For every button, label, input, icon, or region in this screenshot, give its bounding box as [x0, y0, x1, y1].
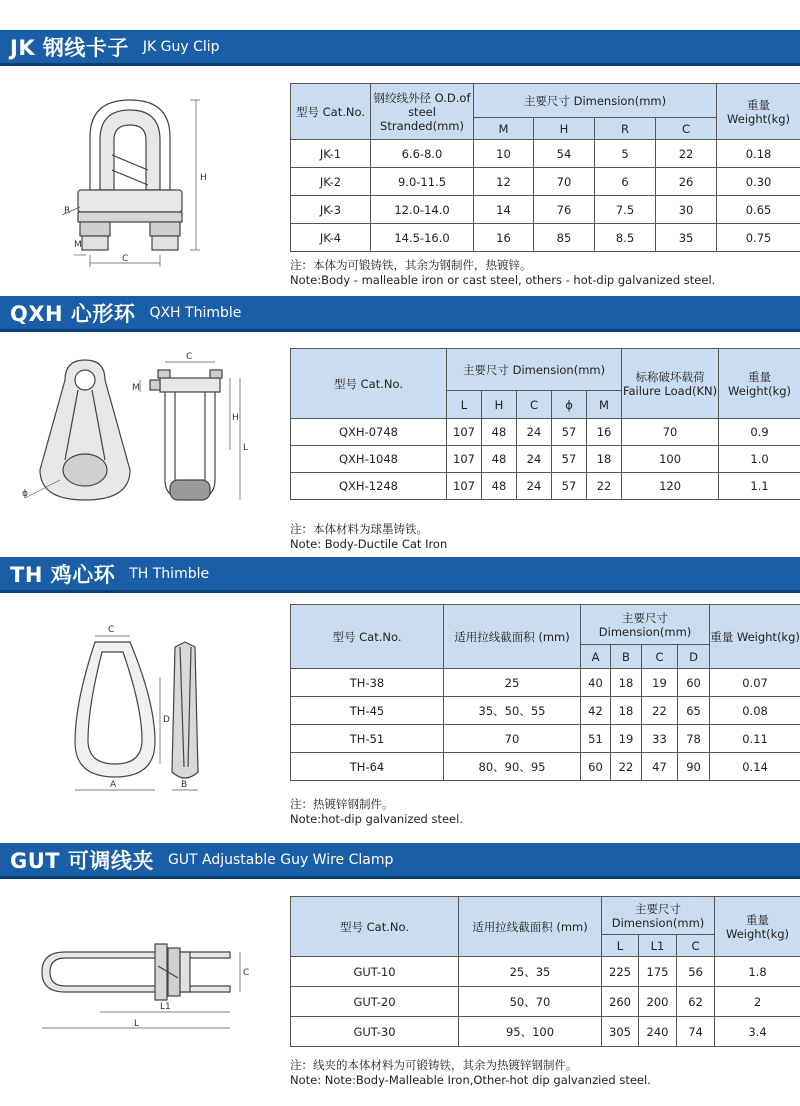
cell: JK-2	[291, 168, 371, 196]
cell: 0.11	[710, 725, 800, 753]
cell: 240	[639, 1017, 677, 1047]
jk-col-m: M	[474, 118, 534, 140]
cell: 62	[677, 987, 715, 1017]
cell: 2	[715, 987, 800, 1017]
table-row	[291, 224, 800, 252]
cell: 107	[447, 473, 482, 500]
gut-note-en: Note: Note:Body-Malleable Iron,Other-hot dip galvanzied steel.	[290, 1073, 651, 1087]
cell: 51	[581, 725, 611, 753]
gut-col-l: L	[602, 935, 639, 957]
qxh-subtitle: QXH Thimble	[149, 304, 242, 321]
qxh-header-weight: 重量 Weight(kg)	[719, 349, 800, 419]
qxh-label-m: M	[132, 383, 140, 393]
cell: 78	[678, 725, 710, 753]
gut-header-area: 适用拉线截面积 (mm)	[459, 897, 602, 957]
cell: GUT-10	[291, 957, 459, 987]
cell: 50、70	[459, 987, 602, 1017]
cell: 76	[534, 196, 595, 224]
cell: 19	[611, 725, 642, 753]
jk-header-od: 钢绞线外径 O.D.of steel Stranded(mm)	[371, 84, 474, 140]
th-col-d: D	[678, 645, 710, 669]
cell: 85	[534, 224, 595, 252]
gut-col-l1: L1	[639, 935, 677, 957]
cell: 74	[677, 1017, 715, 1047]
cell: 33	[642, 725, 678, 753]
table-row	[291, 140, 800, 168]
cell: 25	[444, 669, 581, 697]
cell: 0.9	[719, 419, 800, 446]
th-label-c: C	[108, 625, 115, 635]
cell: 18	[611, 697, 642, 725]
gut-header-dimension: 主要尺寸 Dimension(mm)	[602, 897, 715, 935]
jk-title: JK 钢线卡子	[10, 35, 129, 60]
table-row	[291, 697, 800, 725]
cell: 305	[602, 1017, 639, 1047]
qxh-col-m: M	[587, 391, 622, 419]
th-note-en: Note:hot-dip galvanized steel.	[290, 812, 463, 826]
table-row	[291, 725, 800, 753]
cell: 24	[517, 446, 552, 473]
qxh-col-c: C	[517, 391, 552, 419]
cell: 16	[587, 419, 622, 446]
qxh-notes	[290, 522, 447, 552]
qxh-spec-table	[290, 348, 800, 500]
gut-title: GUT 可调线夹	[10, 848, 154, 873]
qxh-thimble-drawing	[20, 350, 260, 510]
cell: 12	[474, 168, 534, 196]
cell: 0.18	[717, 140, 800, 168]
cell: 56	[677, 957, 715, 987]
cell: 48	[482, 419, 517, 446]
cell: 107	[447, 419, 482, 446]
cell: 225	[602, 957, 639, 987]
gut-spec-table	[290, 896, 800, 1047]
cell: 200	[639, 987, 677, 1017]
cell: 95、100	[459, 1017, 602, 1047]
cell: 3.4	[715, 1017, 800, 1047]
qxh-label-l: L	[243, 443, 249, 453]
gut-header-weight: 重量 Weight(kg)	[715, 897, 800, 957]
cell: JK-4	[291, 224, 371, 252]
cell: 10	[474, 140, 534, 168]
cell: 26	[656, 168, 717, 196]
cell: 30	[656, 196, 717, 224]
jk-header-cat: 型号 Cat.No.	[291, 84, 371, 140]
cell: GUT-20	[291, 987, 459, 1017]
jk-col-r: R	[595, 118, 656, 140]
cell: 19	[642, 669, 678, 697]
jk-note-en: Note:Body - malleable iron or cast steel, others - hot-dip galvanized steel.	[290, 273, 716, 287]
jk-spec-table	[290, 83, 800, 252]
gut-col-c: C	[677, 935, 715, 957]
th-label-d: D	[163, 715, 170, 725]
table-row	[291, 957, 800, 987]
cell: QXH-1048	[291, 446, 447, 473]
th-subtitle: TH Thimble	[129, 565, 210, 582]
cell: 35	[656, 224, 717, 252]
cell: 40	[581, 669, 611, 697]
jk-guy-clip-drawing	[50, 95, 250, 275]
cell: GUT-30	[291, 1017, 459, 1047]
cell: 60	[678, 669, 710, 697]
cell: 1.8	[715, 957, 800, 987]
th-header-cat: 型号 Cat.No.	[291, 605, 444, 669]
qxh-label-h: H	[232, 413, 239, 423]
th-col-a: A	[581, 645, 611, 669]
th-title: TH 鸡心环	[10, 562, 116, 587]
qxh-header-cat: 型号 Cat.No.	[291, 349, 447, 419]
cell: 24	[517, 473, 552, 500]
cell: 0.75	[717, 224, 800, 252]
cell: 16	[474, 224, 534, 252]
cell: 6	[595, 168, 656, 196]
table-row	[291, 753, 800, 781]
jk-header-dimension: 主要尺寸 Dimension(mm)	[474, 84, 717, 118]
cell: QXH-1248	[291, 473, 447, 500]
cell: 48	[482, 446, 517, 473]
jk-label-c: C	[122, 254, 129, 264]
cell: 24	[517, 419, 552, 446]
cell: 9.0-11.5	[371, 168, 474, 196]
gut-banner	[0, 843, 800, 879]
cell: 70	[534, 168, 595, 196]
qxh-title: QXH 心形环	[10, 301, 136, 326]
cell: JK-1	[291, 140, 371, 168]
th-col-b: B	[611, 645, 642, 669]
cell: 107	[447, 446, 482, 473]
qxh-banner	[0, 296, 800, 332]
gut-header-cat: 型号 Cat.No.	[291, 897, 459, 957]
cell: 1.1	[719, 473, 800, 500]
cell: 6.6-8.0	[371, 140, 474, 168]
table-row	[291, 168, 800, 196]
cell: 0.14	[710, 753, 800, 781]
th-header-weight: 重量 Weight(kg)	[710, 605, 800, 669]
qxh-label-phi: ϕ	[22, 489, 28, 499]
th-note-cn: 注：热镀锌钢制件。	[290, 797, 394, 811]
th-col-c: C	[642, 645, 678, 669]
cell: 0.07	[710, 669, 800, 697]
gut-note-cn: 注：线夹的本体材料为可锻铸铁，其余为热镀锌钢制件。	[290, 1058, 578, 1072]
jk-banner	[0, 30, 800, 66]
cell: 100	[622, 446, 719, 473]
qxh-col-h: H	[482, 391, 517, 419]
th-label-a: A	[110, 780, 117, 790]
cell: TH-64	[291, 753, 444, 781]
cell: 65	[678, 697, 710, 725]
jk-header-weight: 重量 Weight(kg)	[717, 84, 800, 140]
cell: 48	[482, 473, 517, 500]
jk-subtitle: JK Guy Clip	[142, 38, 220, 55]
jk-notes	[290, 258, 715, 288]
cell: 18	[611, 669, 642, 697]
th-thimble-drawing	[60, 622, 230, 797]
table-row	[291, 419, 800, 446]
cell: 0.08	[710, 697, 800, 725]
th-notes	[290, 797, 463, 827]
cell: 70	[622, 419, 719, 446]
table-row	[291, 987, 800, 1017]
th-spec-table	[290, 604, 800, 781]
cell: 57	[552, 473, 587, 500]
cell: 57	[552, 419, 587, 446]
cell: TH-45	[291, 697, 444, 725]
qxh-col-l: L	[447, 391, 482, 419]
cell: 25、35	[459, 957, 602, 987]
table-row	[291, 446, 800, 473]
cell: 260	[602, 987, 639, 1017]
cell: 22	[642, 697, 678, 725]
gut-label-l: L	[134, 1019, 140, 1029]
cell: 80、90、95	[444, 753, 581, 781]
qxh-note-cn: 注：本体材料为球墨铸铁。	[290, 522, 428, 536]
cell: 54	[534, 140, 595, 168]
th-label-b: B	[181, 780, 188, 790]
qxh-col-phi: ϕ	[552, 391, 587, 419]
gut-label-l1: L1	[160, 1002, 171, 1012]
cell: 7.5	[595, 196, 656, 224]
cell: 57	[552, 446, 587, 473]
table-row	[291, 669, 800, 697]
cell: 18	[587, 446, 622, 473]
jk-label-h: H	[200, 173, 207, 183]
cell: JK-3	[291, 196, 371, 224]
cell: TH-51	[291, 725, 444, 753]
cell: 0.65	[717, 196, 800, 224]
gut-notes	[290, 1058, 651, 1088]
cell: 22	[587, 473, 622, 500]
gut-subtitle: GUT Adjustable Guy Wire Clamp	[167, 851, 394, 868]
cell: 5	[595, 140, 656, 168]
cell: 35、50、55	[444, 697, 581, 725]
cell: 175	[639, 957, 677, 987]
cell: 90	[678, 753, 710, 781]
cell: 8.5	[595, 224, 656, 252]
jk-label-m: M	[74, 240, 82, 250]
cell: 12.0-14.0	[371, 196, 474, 224]
cell: 47	[642, 753, 678, 781]
cell: 22	[656, 140, 717, 168]
qxh-note-en: Note: Body-Ductile Cat Iron	[290, 537, 448, 551]
cell: 14.5-16.0	[371, 224, 474, 252]
gut-label-c: C	[243, 968, 250, 978]
table-row	[291, 1017, 800, 1047]
cell: TH-38	[291, 669, 444, 697]
qxh-header-load: 标称破坏载荷 Failure Load(KN)	[622, 349, 719, 419]
table-row	[291, 196, 800, 224]
th-header-area: 适用拉线截面积 (mm)	[444, 605, 581, 669]
jk-note-cn: 注：本体为可锻铸铁，其余为钢制件，热镀锌。	[290, 258, 532, 272]
jk-label-r: R	[64, 206, 71, 216]
cell: 70	[444, 725, 581, 753]
cell: 60	[581, 753, 611, 781]
cell: QXH-0748	[291, 419, 447, 446]
cell: 42	[581, 697, 611, 725]
th-banner	[0, 557, 800, 593]
cell: 22	[611, 753, 642, 781]
cell: 0.30	[717, 168, 800, 196]
cell: 1.0	[719, 446, 800, 473]
qxh-header-dimension: 主要尺寸 Dimension(mm)	[447, 349, 622, 391]
cell: 14	[474, 196, 534, 224]
cell: 120	[622, 473, 719, 500]
gut-clamp-drawing	[30, 930, 260, 1040]
jk-col-c: C	[656, 118, 717, 140]
qxh-label-c: C	[186, 352, 193, 362]
jk-col-h: H	[534, 118, 595, 140]
table-row	[291, 473, 800, 500]
th-header-dimension: 主要尺寸 Dimension(mm)	[581, 605, 710, 645]
